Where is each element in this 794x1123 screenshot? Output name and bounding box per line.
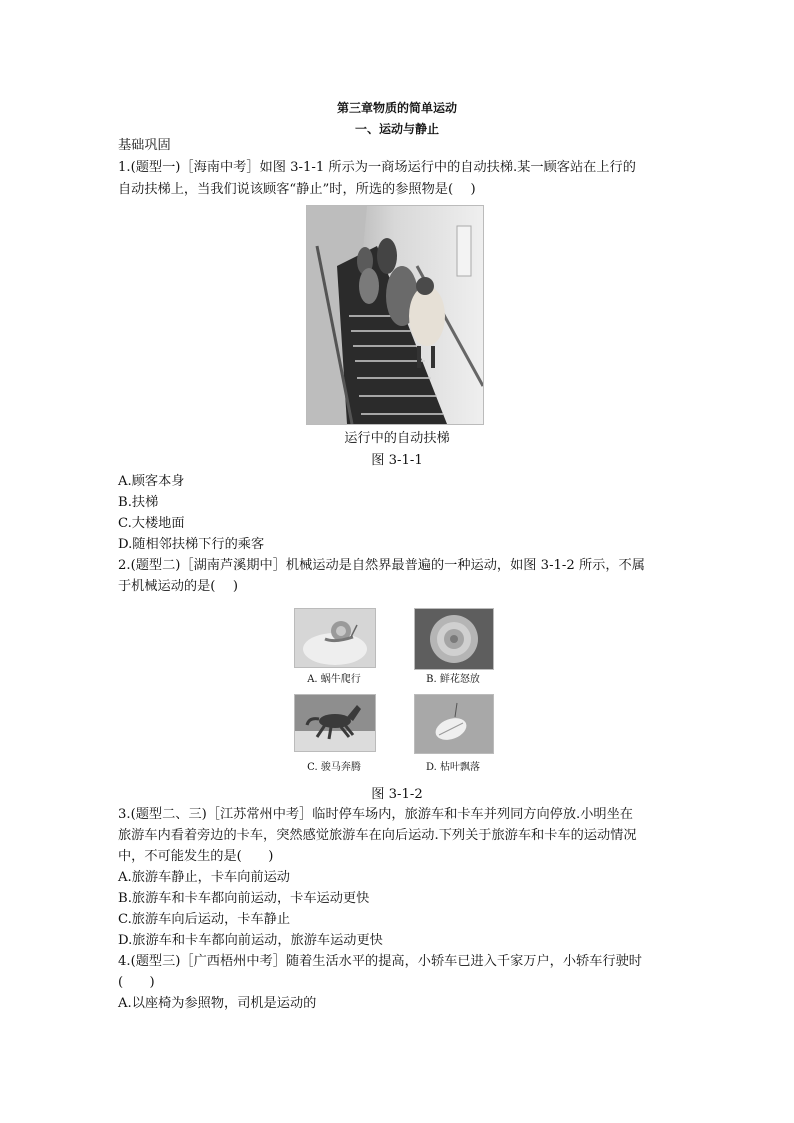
q1-line-1: 1.(题型一)［海南中考］如图 3-1-1 所示为一商场运行中的自动扶梯.某一顾客站在上行的: [118, 160, 636, 175]
q3-option-c: C.旅游车向后运动，卡车静止: [118, 912, 291, 927]
escalator-caption: 运行中的自动扶梯: [344, 431, 450, 446]
q3-line-2: 旅游车内看着旁边的卡车，突然感觉旅游车在向后运动.下列关于旅游车和卡车的运动情况: [118, 828, 637, 843]
q4-line-1: 4.(题型三)［广西梧州中考］随着生活水平的提高，小轿车已进入千家万户，小轿车行驶时: [118, 954, 642, 969]
leaf-caption: D. 枯叶飘落: [425, 762, 481, 773]
q1-option-c: C.大楼地面: [118, 516, 185, 531]
horse-photo: [294, 694, 376, 752]
section-heading: 基础巩固: [118, 138, 171, 153]
leaf-photo: [414, 694, 494, 754]
q3-line-3: 中，不可能发生的是( ): [118, 849, 274, 864]
q3-option-d: D.旅游车和卡车都向前运动，旅游车运动更快: [118, 933, 383, 948]
q3-line-1: 3.(题型二、三)［江苏常州中考］临时停车场内，旅游车和卡车并列同方向停放.小明坐在: [118, 807, 633, 822]
q2-line-2: 于机械运动的是( ): [118, 579, 238, 594]
q3-option-a: A.旅游车静止，卡车向前运动: [118, 870, 290, 885]
q2-line-1: 2.(题型二)［湖南芦溪期中］机械运动是自然界最普遍的一种运动，如图 3-1-2 所示，不属: [118, 558, 645, 573]
chapter-title: 第三章物质的简单运动: [336, 101, 457, 115]
snail-photo: [294, 608, 376, 668]
q1-option-b: B.扶梯: [118, 495, 159, 510]
figure-3-1-1-label: 图 3-1-1: [371, 453, 423, 468]
q4-line-2: ( ): [118, 975, 155, 990]
flower-caption: B. 鲜花怒放: [426, 674, 480, 685]
q1-option-d: D.随相邻扶梯下行的乘客: [118, 537, 265, 552]
q3-option-b: B.旅游车和卡车都向前运动，卡车运动更快: [118, 891, 370, 906]
figure-3-1-2-label: 图 3-1-2: [371, 787, 423, 802]
q1-line-2: 自动扶梯上，当我们说该顾客“静止”时，所选的参照物是( ): [118, 182, 476, 197]
escalator-photo: [306, 205, 484, 425]
horse-caption: C. 骏马奔腾: [307, 762, 361, 773]
section-title: 一、运动与静止: [354, 122, 439, 136]
q1-option-a: A.顾客本身: [118, 474, 185, 489]
snail-caption: A. 蜗牛爬行: [307, 674, 361, 685]
flower-photo: [414, 608, 494, 670]
q4-option-a: A.以座椅为参照物，司机是运动的: [118, 996, 317, 1011]
